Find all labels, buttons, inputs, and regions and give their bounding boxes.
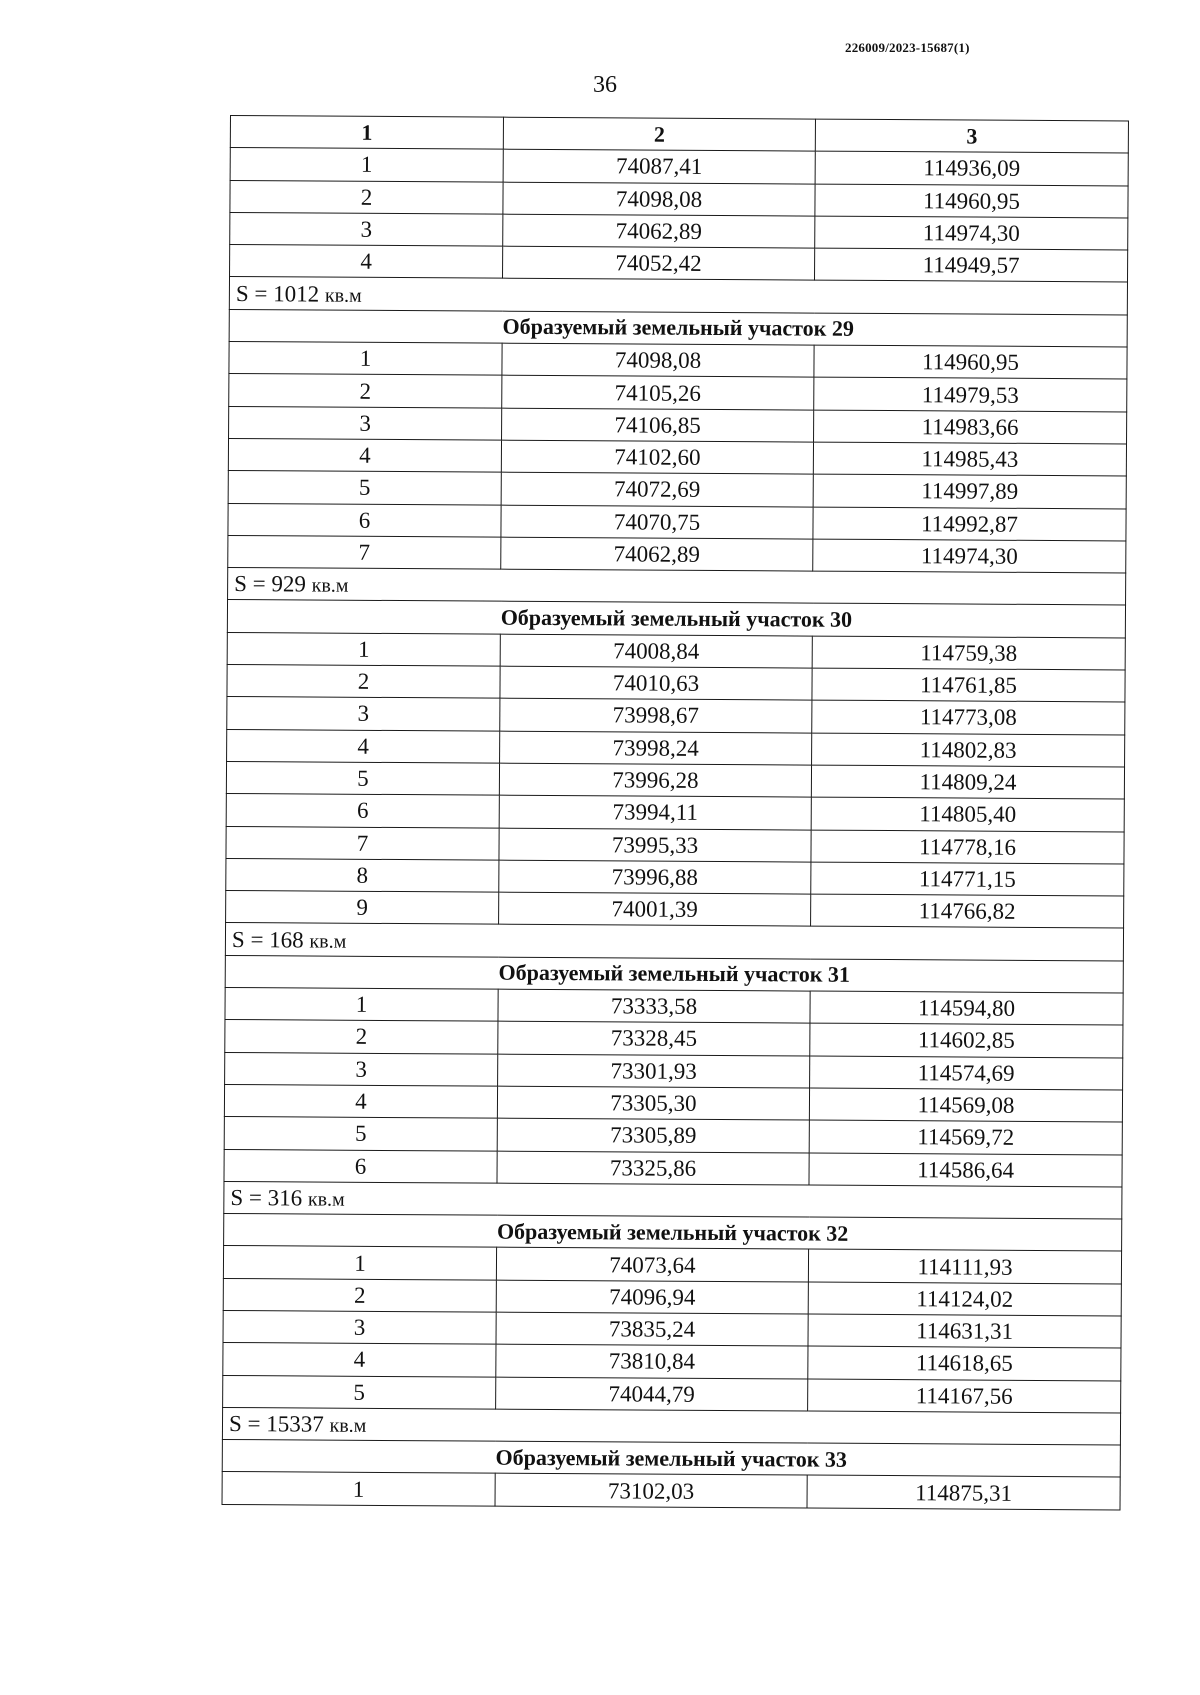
point-number-cell: 5 [223, 1375, 496, 1409]
y-coordinate-cell: 114569,72 [809, 1120, 1122, 1154]
point-number-cell: 3 [227, 697, 500, 731]
section-title: Образуемый земельный участок 29 [229, 309, 1127, 347]
x-coordinate-cell: 73102,03 [495, 1474, 807, 1508]
document-number: 226009/2023-15687(1) [845, 40, 970, 55]
table-row [230, 148, 1128, 186]
x-coordinate-cell: 73998,24 [500, 731, 812, 765]
y-coordinate-cell: 114805,40 [811, 797, 1124, 831]
table-row [225, 1020, 1123, 1058]
table-row [229, 342, 1127, 380]
point-number-cell: 5 [224, 1117, 497, 1151]
section-title-row [227, 600, 1125, 638]
x-coordinate-cell: 73835,24 [496, 1312, 808, 1346]
table-row [228, 503, 1126, 541]
point-number-cell: 4 [228, 438, 501, 472]
area-unit: кв.м [309, 930, 347, 953]
point-number-cell: 7 [226, 826, 499, 860]
area-cell [229, 277, 1127, 315]
y-coordinate-cell: 114771,15 [811, 862, 1124, 896]
section-title: Образуемый земельный участок 33 [222, 1440, 1120, 1478]
table-row [223, 1246, 1121, 1284]
area-cell [228, 568, 1126, 606]
area-unit: кв.м [324, 284, 362, 307]
area-value: S = 316 [230, 1184, 303, 1211]
y-coordinate-cell: 114124,02 [808, 1282, 1121, 1316]
y-coordinate-cell: 114997,89 [813, 474, 1126, 508]
x-coordinate-cell: 73328,45 [498, 1021, 810, 1055]
x-coordinate-cell: 73996,28 [499, 763, 811, 797]
y-coordinate-cell: 114759,38 [812, 636, 1125, 670]
table-row [226, 891, 1124, 929]
x-coordinate-cell: 74087,41 [503, 149, 815, 183]
area-row [222, 1407, 1120, 1445]
table-row [226, 794, 1124, 832]
x-coordinate-cell: 73305,89 [497, 1118, 809, 1152]
point-number-cell: 6 [224, 1149, 497, 1183]
page-number: 36 [593, 72, 617, 98]
x-coordinate-cell: 74073,64 [496, 1248, 808, 1282]
section-title: Образуемый земельный участок 31 [225, 955, 1123, 993]
point-number-cell: 2 [230, 180, 503, 214]
section-title-row [224, 1214, 1122, 1252]
area-unit: кв.м [329, 1414, 367, 1437]
table-row [223, 1375, 1121, 1413]
coordinates-table [222, 115, 1129, 1510]
y-coordinate-cell: 114992,87 [813, 507, 1126, 541]
point-number-cell: 4 [230, 245, 503, 279]
y-coordinate-cell: 114875,31 [807, 1476, 1120, 1510]
x-coordinate-cell: 74102,60 [501, 440, 813, 474]
y-coordinate-cell: 114974,30 [813, 539, 1126, 573]
point-number-cell: 1 [229, 342, 502, 376]
point-number-cell: 4 [223, 1343, 496, 1377]
table-row [225, 1052, 1123, 1090]
area-unit: кв.м [307, 1188, 345, 1211]
x-coordinate-cell: 73996,88 [499, 860, 811, 894]
table-row [228, 471, 1126, 509]
section-title: Образуемый земельный участок 32 [224, 1214, 1122, 1252]
y-coordinate-cell: 114985,43 [813, 442, 1126, 476]
table-row [229, 374, 1127, 412]
y-coordinate-cell: 114766,82 [811, 894, 1124, 928]
x-coordinate-cell: 74010,63 [500, 666, 812, 700]
area-value: S = 168 [231, 926, 304, 953]
area-cell [225, 923, 1123, 961]
point-number-cell: 2 [225, 1020, 498, 1054]
table-row [223, 1278, 1121, 1316]
y-coordinate-cell: 114618,65 [808, 1346, 1121, 1380]
point-number-cell: 1 [227, 632, 500, 666]
section-title-row [225, 955, 1123, 993]
y-coordinate-cell: 114778,16 [811, 830, 1124, 864]
point-number-cell: 9 [226, 891, 499, 925]
table-row [223, 1310, 1121, 1348]
y-coordinate-cell: 114574,69 [810, 1056, 1123, 1090]
x-coordinate-cell: 74098,08 [502, 343, 814, 377]
area-row [224, 1181, 1122, 1219]
table-row [222, 1472, 1120, 1510]
point-number-cell: 8 [226, 858, 499, 892]
area-value: S = 1012 [235, 280, 320, 307]
table-row [230, 245, 1128, 283]
point-number-cell: 6 [228, 503, 501, 537]
table-row [226, 826, 1124, 864]
y-coordinate-cell: 114960,95 [814, 345, 1127, 379]
x-coordinate-cell: 73305,30 [497, 1086, 809, 1120]
y-coordinate-cell: 114983,66 [814, 410, 1127, 444]
section-title: Образуемый земельный участок 30 [227, 600, 1125, 638]
point-number-cell: 6 [226, 794, 499, 828]
table-header-row [230, 116, 1128, 154]
area-row [225, 923, 1123, 961]
x-coordinate-cell: 73301,93 [498, 1054, 810, 1088]
point-number-cell: 2 [229, 374, 502, 408]
x-coordinate-cell: 74106,85 [502, 408, 814, 442]
x-coordinate-cell: 73333,58 [498, 989, 810, 1023]
y-coordinate-cell: 114949,57 [814, 248, 1127, 282]
x-coordinate-cell: 73995,33 [499, 828, 811, 862]
area-value: S = 15337 [228, 1411, 324, 1437]
header-point-number: 1 [230, 116, 503, 150]
y-coordinate-cell: 114631,31 [808, 1314, 1121, 1348]
y-coordinate-cell: 114761,85 [812, 668, 1125, 702]
y-coordinate-cell: 114167,56 [808, 1379, 1121, 1413]
table-row [224, 1117, 1122, 1155]
point-number-cell: 4 [224, 1084, 497, 1118]
table-row [230, 212, 1128, 250]
table-row [229, 406, 1127, 444]
point-number-cell: 1 [223, 1246, 496, 1280]
table-row [227, 697, 1125, 735]
table-row [228, 535, 1126, 573]
table-row [225, 988, 1123, 1026]
point-number-cell: 2 [227, 665, 500, 699]
table-row [227, 632, 1125, 670]
table-row [227, 729, 1125, 767]
table-row [227, 665, 1125, 703]
section-title-row [222, 1440, 1120, 1478]
area-cell [224, 1181, 1122, 1219]
area-row [228, 568, 1126, 606]
y-coordinate-cell: 114979,53 [814, 377, 1127, 411]
x-coordinate-cell: 74096,94 [496, 1280, 808, 1314]
point-number-cell: 4 [227, 729, 500, 763]
x-coordinate-cell: 74008,84 [500, 634, 812, 668]
x-coordinate-cell: 74070,75 [501, 505, 813, 539]
x-coordinate-cell: 74062,89 [503, 214, 815, 248]
x-coordinate-cell: 74052,42 [503, 246, 815, 280]
x-coordinate-cell: 74098,08 [503, 182, 815, 216]
y-coordinate-cell: 114773,08 [812, 700, 1125, 734]
y-coordinate-cell: 114802,83 [812, 733, 1125, 767]
point-number-cell: 1 [225, 988, 498, 1022]
y-coordinate-cell: 114602,85 [810, 1023, 1123, 1057]
x-coordinate-cell: 74105,26 [502, 376, 814, 410]
y-coordinate-cell: 114936,09 [815, 151, 1128, 185]
header-x-coordinate: 2 [503, 117, 815, 151]
x-coordinate-cell: 74062,89 [501, 537, 813, 571]
area-cell [222, 1407, 1120, 1445]
point-number-cell: 3 [230, 212, 503, 246]
x-coordinate-cell: 73998,67 [500, 699, 812, 733]
point-number-cell: 2 [223, 1278, 496, 1312]
y-coordinate-cell: 114809,24 [811, 765, 1124, 799]
x-coordinate-cell: 74044,79 [496, 1377, 808, 1411]
point-number-cell: 5 [226, 761, 499, 795]
x-coordinate-cell: 73994,11 [499, 795, 811, 829]
table-row [223, 1343, 1121, 1381]
section-title-row [229, 309, 1127, 347]
y-coordinate-cell: 114594,80 [810, 991, 1123, 1025]
table-row [226, 761, 1124, 799]
table-row [226, 858, 1124, 896]
table-row [230, 180, 1128, 218]
x-coordinate-cell: 73810,84 [496, 1344, 808, 1378]
y-coordinate-cell: 114111,93 [808, 1249, 1121, 1283]
point-number-cell: 7 [228, 535, 501, 569]
x-coordinate-cell: 74072,69 [501, 472, 813, 506]
point-number-cell: 3 [223, 1310, 496, 1344]
area-value: S = 929 [234, 571, 306, 597]
point-number-cell: 5 [228, 471, 501, 505]
area-row [229, 277, 1127, 315]
y-coordinate-cell: 114960,95 [815, 184, 1128, 218]
area-unit: кв.м [311, 574, 349, 598]
y-coordinate-cell: 114569,08 [809, 1088, 1122, 1122]
table-row [224, 1149, 1122, 1187]
table-row [228, 438, 1126, 476]
y-coordinate-cell: 114974,30 [815, 216, 1128, 250]
point-number-cell: 3 [229, 406, 502, 440]
point-number-cell: 1 [222, 1472, 495, 1506]
point-number-cell: 1 [230, 148, 503, 182]
x-coordinate-cell: 74001,39 [499, 892, 811, 926]
x-coordinate-cell: 73325,86 [497, 1151, 809, 1185]
y-coordinate-cell: 114586,64 [809, 1153, 1122, 1187]
header-y-coordinate: 3 [815, 119, 1128, 153]
table-row [224, 1084, 1122, 1122]
point-number-cell: 3 [225, 1052, 498, 1086]
